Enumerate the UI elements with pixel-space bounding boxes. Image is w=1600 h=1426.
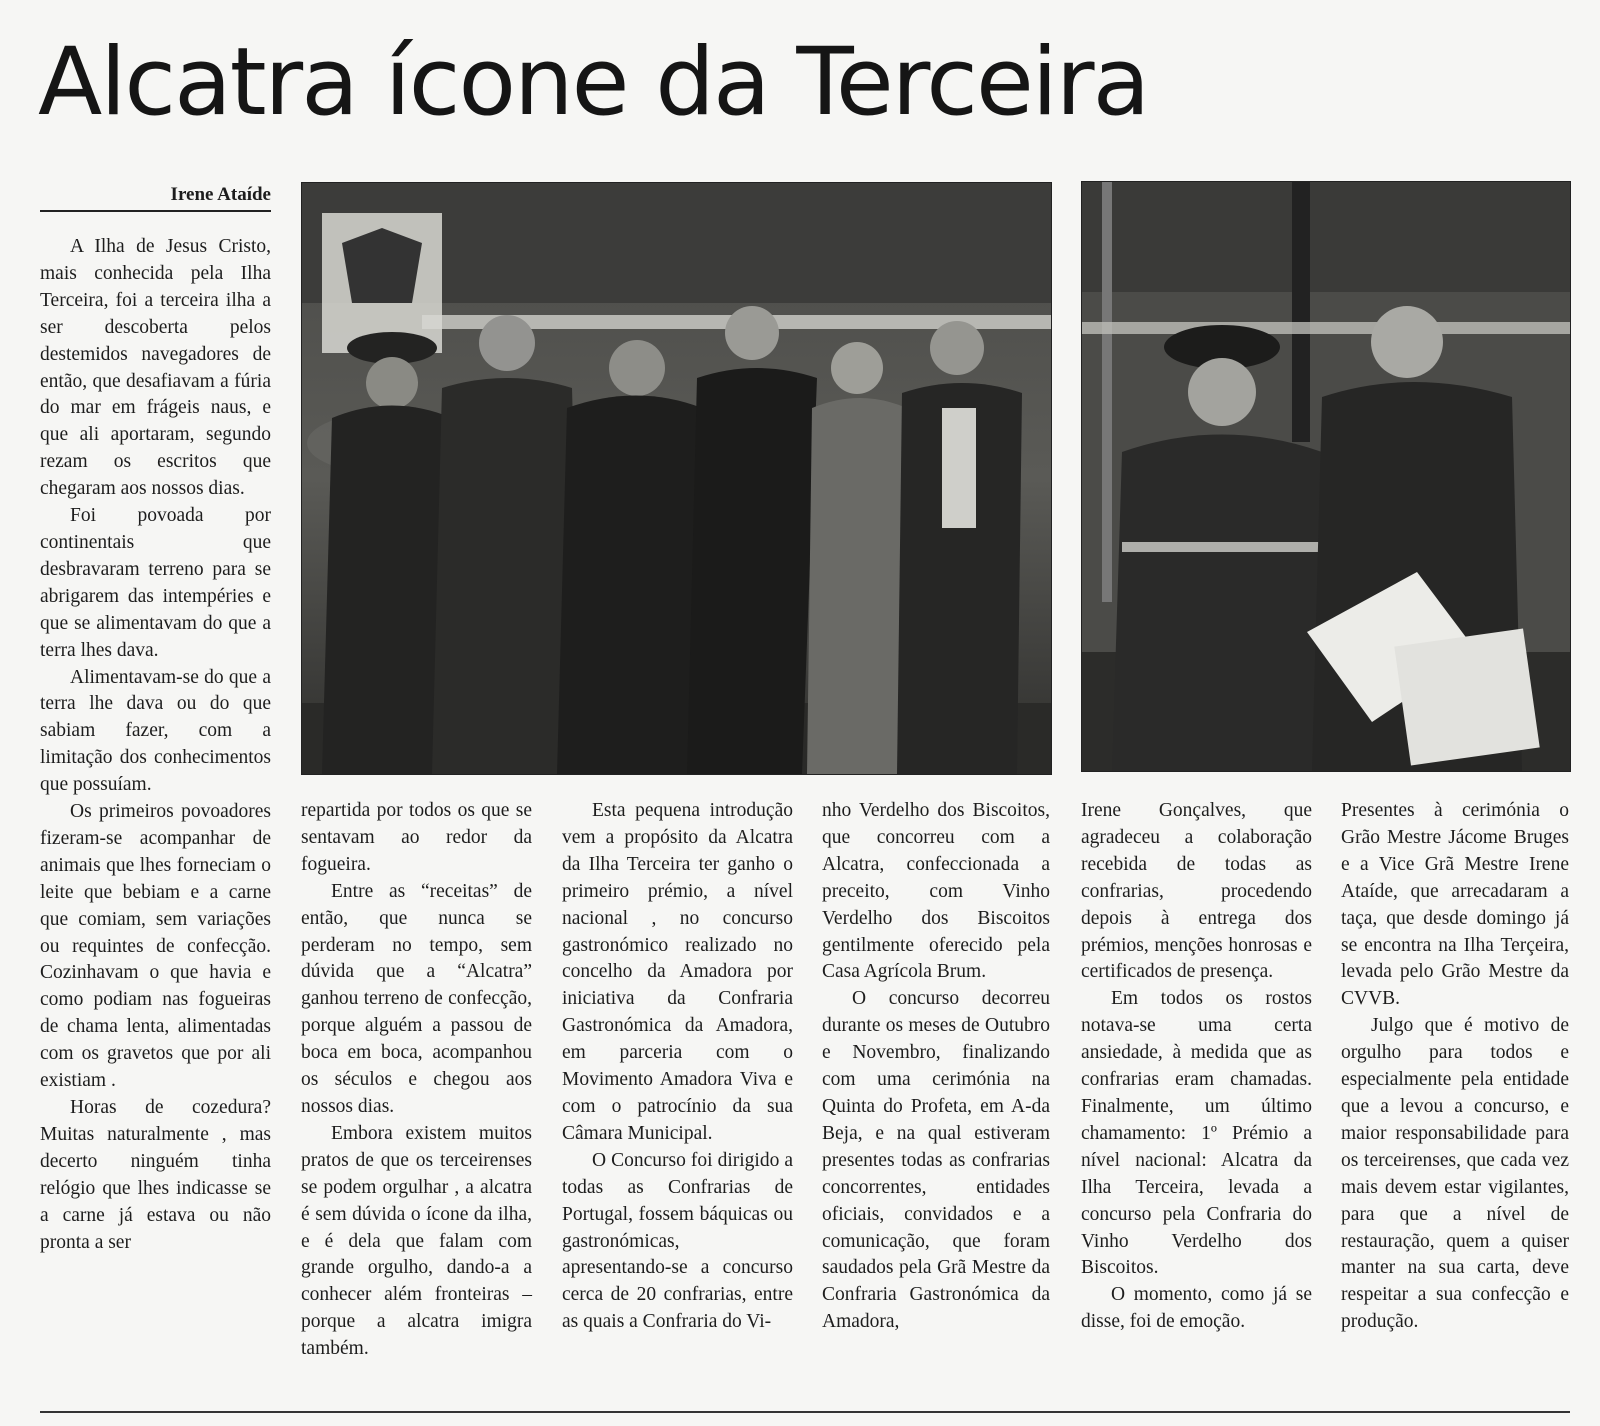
article-paragraph: Embora existem muitos pratos de que os terceirenses se podem orgulhar , a alcatra é sem dúvida o ícone da ilha, e é dela que falam com grande orgulho, dando-a a conhecer além fronteiras – porque a alcatra imigra também.: [301, 1122, 532, 1360]
article-paragraph: Os primeiros povoadores fizeram-se acompanhar de animais que lhes forneciam o leite que bebiam e a carne que comiam, sem variações ou requintes de confecção. Cozinhavam o que havia e como podiam nas fogueiras de chama lenta, alimentadas com os gravetos que por ali existiam .: [40, 801, 271, 1092]
article-paragraph: Esta pequena introdução vem a propósito da Alcatra da Ilha Terceira ter ganho o primeiro prémio, a nível nacional , no concurso gastronómico realizado no concelho da Amadora por iniciativa da Confraria Gastronómica da Amadora, em parceria com o Movimento Amadora Viva e com o patrocínio da sua Câmara Municipal.: [562, 800, 793, 1144]
trophy-photo-image: [1082, 182, 1570, 771]
trophy-photo: [1081, 181, 1571, 772]
article-paragraph: Foi povoada por continentais que desbravaram terreno para se abrigarem das intempéries e que se alimentavam do que a terra lhes dava.: [40, 505, 271, 661]
article-column-4: [822, 798, 1050, 1336]
article-paragraph: Irene Gonçalves, que agradeceu a colaboração recebida de todas as confrarias, procedendo depois à entrega dos prémios, menções honrosas e certificados de presença.: [1081, 800, 1312, 983]
bottom-rule: [40, 1411, 1570, 1413]
article-paragraph: Alimentavam-se do que a terra lhe dava ou do que sabiam fazer, com a limitação dos conhecimentos que possuíam.: [40, 666, 271, 796]
article-column-3: [562, 798, 793, 1336]
group-photo: [301, 182, 1052, 775]
byline-rule: [40, 210, 271, 212]
article-paragraph: A Ilha de Jesus Cristo, mais conhecida pela Ilha Terceira, foi a terceira ilha a ser descoberta pelos destemidos navegadores de então, que desafiavam a fúria do mar em frágeis naus, e que ali aportaram, segundo rezam os escritos que chegaram aos nossos dias.: [40, 236, 271, 500]
article-paragraph: Entre as “receitas” de então, que nunca se perderam no tempo, sem dúvida que a “Alcatra” ganhou terreno de confecção, porque alguém a passou de boca em boca, acompanhou os séculos e chegou aos nossos dias.: [301, 880, 532, 1117]
group-photo-image: [302, 183, 1051, 774]
article-paragraph: Julgo que é motivo de orgulho para todos e especialmente pela entidade que a levou a concurso, e maior responsabilidade para os terceirenses, que cada vez mais devem estar vigilantes, para que a nível de restauração, quem a quiser manter na sua carta, deve respeitar a sua confecção e produção.: [1341, 1015, 1569, 1333]
article-paragraph: nho Verdelho dos Biscoitos, que concorreu com a Alcatra, confeccionada a preceito, com Vinho Verdelho dos Biscoitos gentilmente oferecido pela Casa Agrícola Brum.: [822, 800, 1050, 983]
byline: Irene Ataíde: [170, 184, 271, 205]
article-column-6: [1341, 798, 1569, 1336]
article-paragraph: O Concurso foi dirigido a todas as Confrarias de Portugal, fossem báquicas ou gastronómicas, apresentando-se a concurso cerca de 20 confrarias, entre as quais a Confraria do Vi-: [562, 1149, 793, 1333]
article-paragraph: Em todos os rostos notava-se uma certa ansiedade, à medida que as confrarias eram chamadas. Finalmente, um último chamamento: 1º Prémio a nível nacional: Alcatra da Ilha Terceira, levada a concurso pela Confraria do Vinho Verdelho dos Biscoitos.: [1081, 988, 1312, 1279]
article-paragraph: repartida por todos os que se sentavam ao redor da fogueira.: [301, 800, 532, 875]
article-paragraph: Presentes à cerimónia o Grão Mestre Jácome Bruges e a Vice Grã Mestre Irene Ataíde, que arrecadaram a taça, que desde domingo já se encontra na Ilha Terçeira, levada pelo Grão Mestre da CVVB.: [1341, 800, 1569, 1010]
article-paragraph: O concurso decorreu durante os meses de Outubro e Novembro, finalizando com uma cerimónia na Quinta do Profeta, em A-da Beja, e na qual estiveram presentes todas as confrarias concorrentes, entidades oficiais, convidados e a comunicação, que foram saudados pela Grã Mestre da Confraria Gastronómica da Amadora,: [822, 988, 1050, 1333]
article-column-5: [1081, 798, 1312, 1336]
article-column-1: [40, 234, 271, 1256]
article-paragraph: Horas de cozedura? Muitas naturalmente , mas decerto ninguém tinha relógio que lhes indicasse se a carne já estava ou não pronta a ser: [40, 1097, 271, 1253]
article-column-2: [301, 798, 532, 1363]
headline: Alcatra ícone da Terceira: [38, 28, 1149, 137]
article-paragraph: O momento, como já se disse, foi de emoção.: [1081, 1284, 1312, 1333]
